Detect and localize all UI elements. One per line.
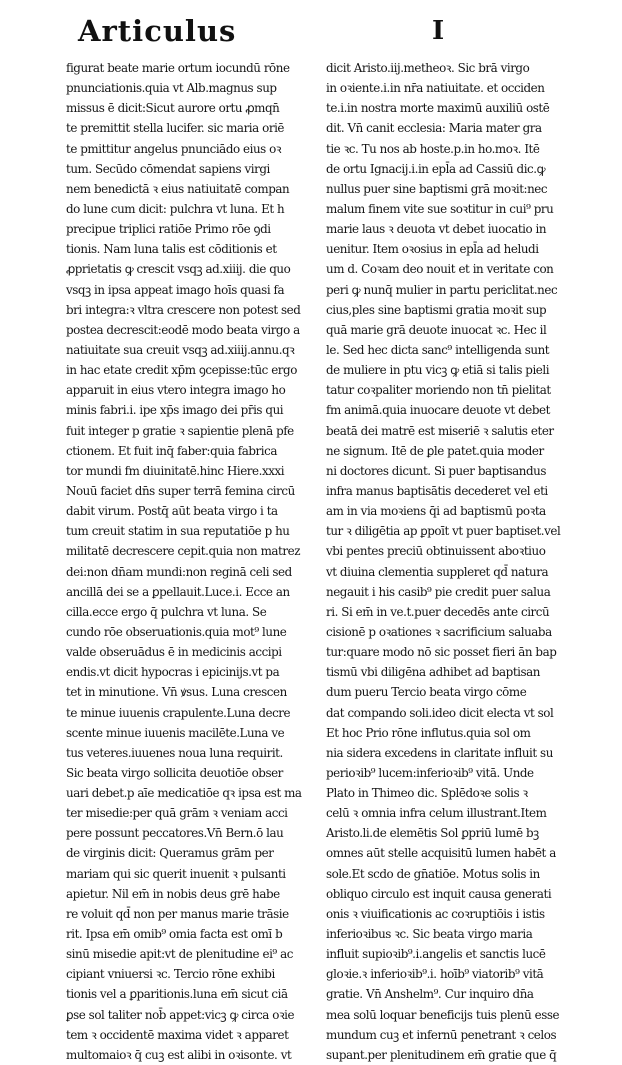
text-line: obliquo circulo est inquit causa generati [326,886,552,901]
text-line: celū ꝛ omnia infra celum illustrant.Item [326,806,547,821]
text-line: vsqꝫ in ipsa appeat imago hoīs quasi fa [66,282,285,297]
text-line: tatur coꝛpaliter moriendo non tn̄ pielitat [326,383,551,398]
text-line: omnes aūt stelle acquisitū lumen habēt a [326,846,556,861]
text-line: le. Sed hec dicta sanc⁹ intelligenda sunt [326,342,550,357]
text-line: postea decrescit:eodē modo beata virgo a [66,322,300,337]
text-line: tum creuit statim in sua reputatiōe p hu [66,524,290,539]
text-line: nullus puer sine baptismi grā moꝛit:nec [326,181,548,196]
text-line: ni doctores dicunt. Si puer baptisandus [326,463,547,478]
text-line: Aristo.li.de elemētis Sol ꝑpriū lumē bꝫ [326,826,539,841]
text-line: mundum cuꝫ et infernū penetrant ꝛ celos [326,1027,557,1042]
text-line: malum finem vite sue soꝛtitur in cui⁹ pru [326,201,554,216]
text-line: perioꝛib⁹ lucem:inferioꝛib⁹ vitā. Unde [326,765,534,780]
text-line: ancillā dei se a ꝑpellauit.Luce.i. Ecce an [66,584,290,599]
text-line: scente minue iuuenis macilēte.Luna ve [66,725,285,740]
text-line: pnunciationis.quia vt Alb.magnus sup [66,81,277,96]
text-line: influit supioꝛib⁹.i.angelis et sanctis lucē [326,947,546,962]
text-line: do lune cum dicit: pulchra vt luna. Et h [66,201,285,216]
text-line: ꝓprietatis ꝙ crescit vsqꝫ ad.xiiij. die quo [66,262,291,277]
text-line: vbi pentes preciū obtinuissent aboꝛtiuo [326,544,546,559]
text-line: cisionē p oꝛationes ꝛ sacrificium saluaba [326,624,552,639]
text-line: dit. Vn̄ canit ecclesia: Maria mater gra [326,121,542,136]
text-line: dicit Aristo.iij.metheoꝛ. Sic brā virgo [326,61,530,75]
text-line: apparuit in eius vtero integra imago ho [66,383,286,398]
text-line: multomaioꝛ q̄ cuꝫ est alibi in oꝛisonte. vt [66,1047,292,1062]
text-line: Nouū faciet dn̄s super terrā femina circū [66,483,295,498]
text-line: Plato in Thimeo dic. Splēdoꝛe solis ꝛ [326,786,528,801]
text-line: missus ē dicit:Sicut aurore ortu ꝓmqn̄ [66,101,280,116]
text-line: ctionem. Et fuit inq̄ faber:quia fabrica [66,443,277,458]
text-line: peri ꝙ nunq̄ mulier in partu periclitat.nec [326,282,558,297]
text-line: ri. Si em̄ in ve.t.puer decedēs ante circū [326,604,550,619]
text-line: tus veteres.iuuenes noua luna requirit. [66,745,283,760]
text-line: onis ꝛ viuificationis ac coꝛruptiōis i istis [326,906,545,921]
text-line: tismū vbi diligēna adhibet ad baptisan [326,665,540,680]
text-line: de muliere in ptu vicꝫ ꝙ etiā si talis pieli [326,363,550,378]
text-line: beatā dei matrē est miseriē ꝛ salutis eter [326,423,554,438]
right-text-column [326,58,590,1062]
text-line: Et hoc Prio rōne influtus.quia sol om [326,725,531,740]
text-line: ter misedie:per quā grām ꝛ veniam acci [66,806,288,821]
text-line: cius,ples sine baptismi gratia moꝛit sup [326,302,547,317]
text-line: tur:quare modo nō sic posset fieri ān bap [326,645,557,660]
text-line: nia sidera excedens in claritate influit su [326,745,553,760]
text-line: Sic beata virgo sollicita deuotiōe obser [66,765,283,780]
text-line: dei:non dn̄am mundi:non reginā celi sed [66,564,292,579]
text-line: cipiant vniuersi ꝛc. Tercio rōne exhibi [66,967,275,982]
text-line: re voluit qd̄ non per manus marie trāsie [66,906,289,921]
text-line: precipue triplici ratiōe Primo rōe ꝯdi [66,222,271,237]
text-line: am in via moꝛiens q̄i ad baptismū poꝛta [326,504,546,519]
text-line: ne signum. Itē de ꝑle patet.quia moder [326,443,544,458]
text-line: dabit virum. Postq̄ aūt beata virgo i ta [66,504,278,519]
folio-number: I [432,16,445,46]
text-line: tionis. Nam luna talis est cōditionis et [66,242,277,257]
text-line: um d. Coꝛam deo nouit et in veritate con [326,262,554,277]
text-line: te.i.in nostra morte maximū auxiliū ostē [326,101,550,116]
text-line: ꝑse sol taliter nob̄ appet:vicꝫ ꝙ circa oꝛie [66,1007,295,1022]
text-line: gratie. Vn̄ Anshelm⁹. Cur inquiro dn̄a [326,987,534,1002]
text-line: te minue iuuenis crapulente.Luna decre [66,705,291,720]
left-text-column [66,58,314,1062]
text-line: figurat beate marie ortum iocundū rōne [66,61,290,75]
text-line: negauit i his casib⁹ pie credit puer salua [326,584,551,599]
text-line: vt diuina clementia suppleret qd̄ natura [326,564,549,579]
text-line: endis.vt dicit hypocras i epicinijs.vt pa [66,665,280,680]
text-line: dat compando soli.ideo dicit electa vt sol [326,705,554,720]
text-line: in oꝛiente.i.in nr̄a natiuitate. et occiden [326,81,545,96]
text-line: dum pueru Tercio beata virgo cōme [326,685,527,700]
text-line: mariam qui sic querit inuenit ꝛ pulsanti [66,866,286,881]
text-line: de virginis dicit: Queramus grām per [66,846,274,861]
text-line: fuit integer p gratie ꝛ sapientie plenā pfe [66,423,294,438]
text-line: mea solū loquar beneficijs tuis plenū esse [326,1007,560,1022]
text-line: apietur. Nil em̄ in nobis deus grē habe [66,886,280,901]
text-line: gloꝛie.ꝛ inferioꝛib⁹.i. hoīb⁹ viatorib⁹ vitā [326,967,544,982]
text-line: tionis vel a ꝑparitionis.luna em̄ sicut ciā [66,987,288,1002]
text-line: in hac etate credit xp̄m ꝯcepisse:tūc ergo [66,363,297,378]
text-line: uenitur. Item oꝛosius in epl̄a ad heludi [326,242,539,257]
text-line: quā marie grā deuote inuocat ꝛc. Hec il [326,322,547,337]
text-line: tet in minutione. Vn̄ ꝟsus. Luna crescen [66,685,287,700]
text-line: tie ꝛc. Tu nos ab hoste.p.in ho.moꝛ. Itē [326,141,540,156]
text-line: supant.per plenitudinem em̄ gratie que q̄ [326,1047,557,1062]
text-line: infra manus baptisātis decederet vel eti [326,483,548,498]
text-line: sinū misedie apit:vt de plenitudine ei⁹ ac [66,947,293,962]
text-line: marie laus ꝛ deuota vt debet iuocatio in [326,222,547,237]
text-line: bri integra:ꝛ vltra crescere non potest sed [66,302,301,317]
running-title: Articulus [78,14,237,48]
text-line: valde obseruādus ē in medicinis accipi [66,645,282,660]
text-line: uari debet.p aīe medicatiōe qꝛ ipsa est ma [66,786,302,801]
text-line: tor mundi fm diuinitatē.hinc Hiere.xxxi [66,463,285,478]
text-line: tum. Secūdo cōmendat sapiens virgi [66,161,270,176]
text-line: te premittit stella lucifer. sic maria oriē [66,121,285,136]
text-line: de ortu Ignacij.i.in epl̄a ad Cassiū dic.ꝙ [326,161,546,176]
text-line: tur ꝛ diligētia ap ꝑpoīt vt puer baptiset.vel [326,524,561,539]
text-line: cundo rōe obseruationis.quia mot⁹ lune [66,624,287,639]
text-line: militatē decrescere cepit.quia non matrez [66,544,301,559]
text-line: pere possunt peccatores.Vn̄ Bern.ō lau [66,826,284,841]
text-line: nem benedictā ꝛ eius natiuitatē compan [66,181,290,196]
text-line: rit. Ipsa em̄ omib⁹ omia facta est omī b [66,927,283,942]
text-line: sole.Et scdo de gn̄atiōe. Motus solis in [326,866,540,881]
text-line: fm animā.quia inuocare deuote vt debet [326,403,550,418]
text-line: cilla.ecce ergo q̄ pulchra vt luna. Se [66,604,267,619]
text-line: inferioꝛibus ꝛc. Sic beata virgo maria [326,927,533,942]
text-line: minis fabri.i. ipe xp̄s imago dei pr̄is qui [66,403,284,418]
text-line: te pmittitur angelus pnunciādo eius oꝛ [66,141,282,156]
text-line: tem ꝛ occidentē maxima videt ꝛ apparet [66,1027,289,1042]
text-line: natiuitate sua creuit vsqꝫ ad.xiiij.annu.qꝛ [66,342,295,357]
